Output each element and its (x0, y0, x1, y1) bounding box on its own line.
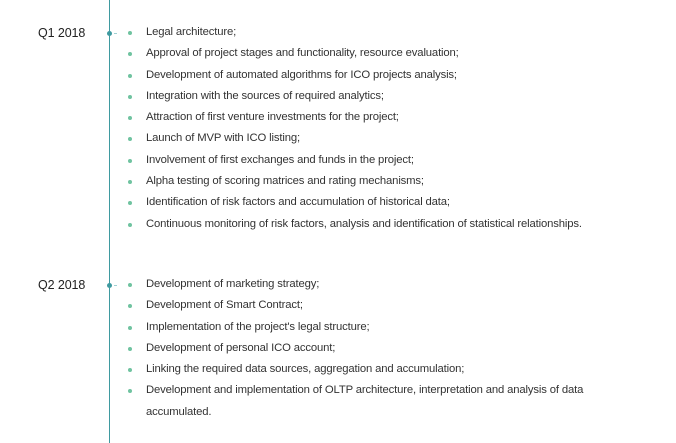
milestone-item (128, 150, 582, 171)
milestone-item (128, 128, 582, 149)
bullet-icon (128, 74, 132, 78)
bullet-icon (128, 223, 132, 227)
milestone-item (128, 65, 582, 86)
milestone-text: Linking the required data sources, aggregation and accumulation; (146, 363, 465, 376)
milestone-text: Alpha testing of scoring matrices and rating mechanisms; (146, 175, 424, 188)
timeline-marker-icon (106, 282, 113, 289)
milestone-list (128, 22, 582, 235)
milestone-item (128, 317, 616, 338)
timeline-tick-icon (114, 33, 117, 34)
milestone-text: Legal architecture; (146, 26, 237, 38)
milestone-item (128, 214, 582, 235)
milestone-text: Implementation of the project's legal structure; (146, 320, 370, 333)
timeline-dot-icon (107, 31, 112, 36)
milestone-text: Launch of MVP with ICO listing; (146, 132, 300, 145)
bullet-icon (128, 347, 132, 351)
milestone-text: Development of automated algorithms for ICO projects analysis; (146, 68, 457, 81)
milestone-item (128, 359, 616, 380)
bullet-icon (128, 326, 132, 330)
milestone-text: Integration with the sources of required analytics; (146, 89, 384, 102)
milestone-text: Involvement of first exchanges and funds in the project; (146, 153, 414, 166)
milestone-list (128, 274, 616, 423)
milestone-text: Development of personal ICO account; (146, 341, 336, 354)
milestone-text: Development and implementation of OLTP architecture, interpretation and analysis of data accumulated. (146, 384, 584, 418)
milestone-text: Approval of project stages and functionality, resource evaluation; (146, 47, 459, 60)
timeline-marker-icon (106, 30, 113, 37)
milestone-item (128, 107, 582, 128)
milestone-text: Development of marketing strategy; (146, 278, 320, 290)
bullet-icon (128, 95, 132, 99)
quarter-label: Q1 2018 (38, 26, 86, 40)
milestone-text: Attraction of first venture investments for the project; (146, 111, 399, 124)
milestone-text: Development of Smart Contract; (146, 299, 303, 312)
bullet-icon (128, 31, 132, 35)
timeline-tick-icon (114, 285, 117, 286)
timeline-dot-icon (107, 283, 112, 288)
milestone-item (128, 86, 582, 107)
milestone-item (128, 338, 616, 359)
milestone-item (128, 295, 616, 316)
bullet-icon (128, 304, 132, 308)
quarter-label: Q2 2018 (38, 278, 86, 292)
timeline-line (109, 0, 110, 443)
milestone-item (128, 192, 582, 213)
milestone-item (128, 380, 616, 423)
bullet-icon (128, 137, 132, 141)
bullet-icon (128, 283, 132, 287)
milestone-item (128, 274, 616, 295)
milestone-item (128, 171, 582, 192)
bullet-icon (128, 116, 132, 120)
milestone-text: Continuous monitoring of risk factors, analysis and identification of statistical relationships. (146, 217, 582, 230)
bullet-icon (128, 52, 132, 56)
bullet-icon (128, 368, 132, 372)
milestone-item (128, 43, 582, 64)
milestone-item (128, 22, 582, 43)
bullet-icon (128, 180, 132, 184)
bullet-icon (128, 201, 132, 205)
bullet-icon (128, 389, 132, 393)
milestone-text: Identification of risk factors and accumulation of historical data; (146, 196, 450, 209)
bullet-icon (128, 159, 132, 163)
